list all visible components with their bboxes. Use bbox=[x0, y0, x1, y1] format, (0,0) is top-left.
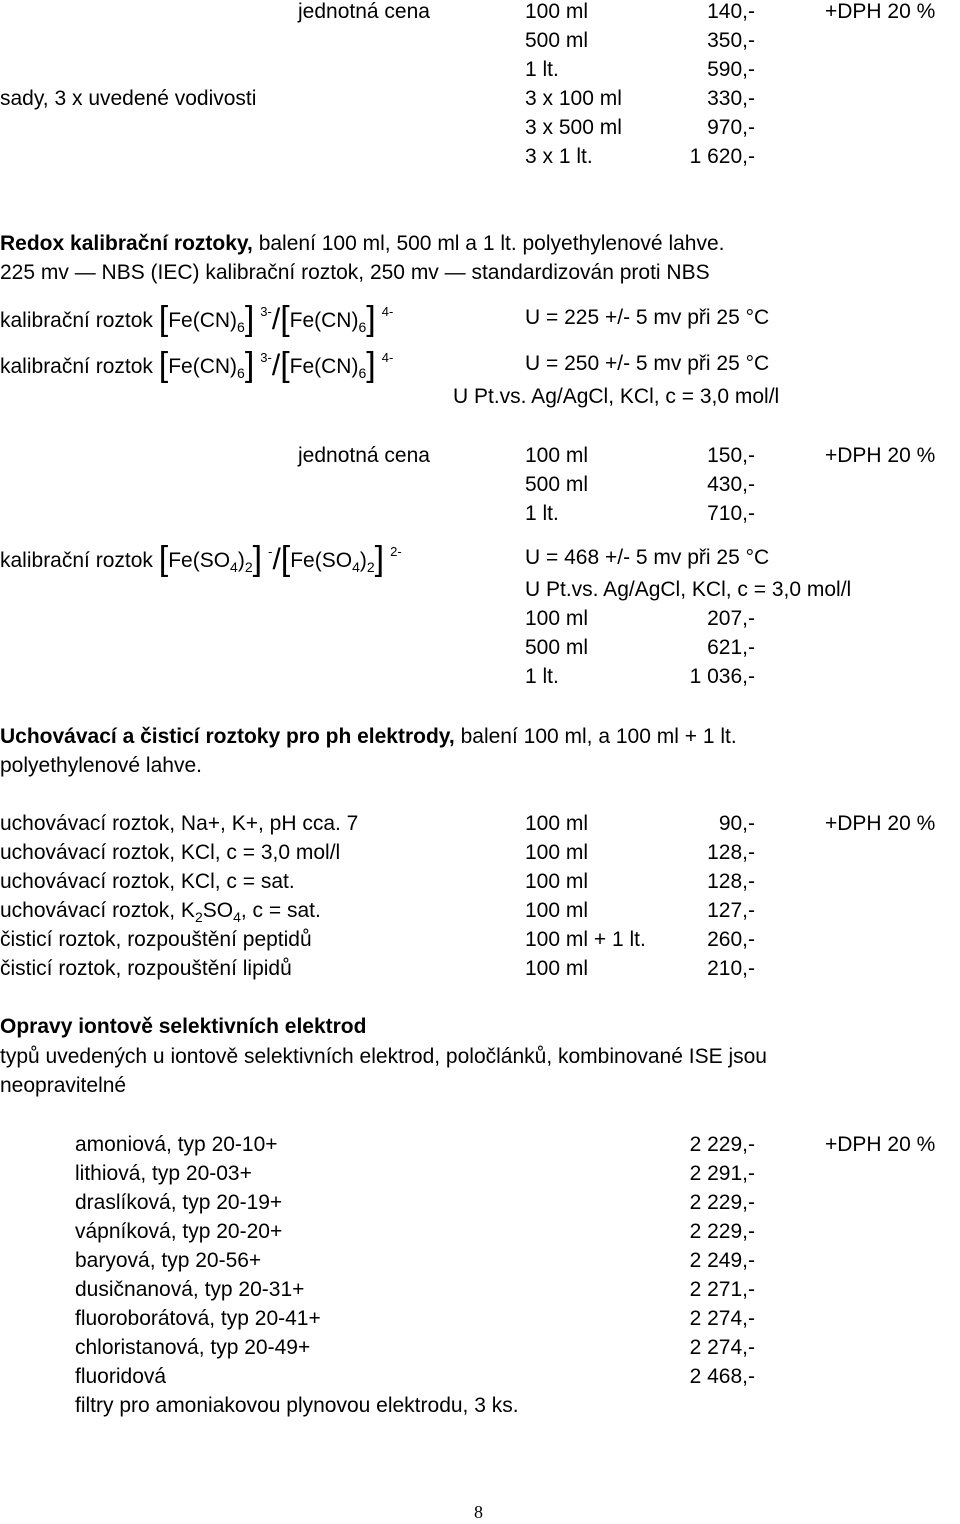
volume: 100 ml bbox=[525, 957, 589, 980]
volume: 100 ml bbox=[525, 812, 589, 835]
reference-electrode: U Pt.vs. Ag/AgCl, KCl, c = 3,0 mol/l bbox=[453, 385, 780, 408]
storage-heading-rest: balení 100 ml, a 100 ml + 1 lt. bbox=[454, 725, 737, 748]
price: 2 271,- bbox=[689, 1278, 755, 1301]
storage-heading-line2: polyethylenové lahve. bbox=[0, 754, 202, 777]
price: 260,- bbox=[707, 928, 755, 951]
volume: 500 ml bbox=[525, 473, 589, 496]
electrode-name: draslíková, typ 20-19+ bbox=[75, 1191, 283, 1214]
solution-label: kalibrační roztok bbox=[0, 355, 153, 378]
volume: 100 ml bbox=[525, 0, 589, 23]
electrode-name: filtry pro amoniakovou plynovou elektrodu, 3 ks. bbox=[75, 1394, 519, 1417]
volume: 100 ml bbox=[525, 870, 589, 893]
formula-charge: 3- bbox=[260, 350, 272, 365]
volume: 3 x 100 ml bbox=[525, 87, 622, 110]
formula-paren: ) bbox=[237, 549, 245, 572]
name-part: SO bbox=[202, 899, 234, 922]
price: 2 249,- bbox=[689, 1249, 755, 1272]
formula-charge: 4- bbox=[381, 350, 394, 365]
price: 2 291,- bbox=[689, 1162, 755, 1185]
volume: 3 x 500 ml bbox=[525, 116, 622, 139]
price: 90,- bbox=[718, 812, 755, 835]
repairs-text-line2: neopravitelné bbox=[0, 1074, 127, 1097]
redox-formula-3: kalibrační roztok $[Fe(SO_4)_2]$ $^-/[Fe(SO_4)_2]$ $^{2-}$ bbox=[0, 540, 402, 578]
solution-label: kalibrační roztok bbox=[0, 549, 153, 572]
storage-heading-bold: Uchovávací a čisticí roztoky pro ph elektrody, bbox=[0, 725, 455, 748]
formula-charge: 4- bbox=[381, 304, 394, 319]
price: 127,- bbox=[707, 899, 755, 922]
price: 1 620,- bbox=[689, 145, 755, 168]
electrode-name: chloristanová, typ 20-49+ bbox=[75, 1336, 311, 1359]
price: 350,- bbox=[707, 29, 755, 52]
price: 128,- bbox=[707, 870, 755, 893]
formula-fe: Fe(CN) bbox=[289, 309, 359, 332]
electrode-name: fluoridová bbox=[75, 1365, 167, 1388]
vat-note: +DPH 20 % bbox=[825, 444, 936, 467]
redox-heading-rest: balení 100 ml, 500 ml a 1 lt. polyethylenové lahve. bbox=[252, 232, 725, 255]
formula-fe: Fe(SO bbox=[168, 549, 231, 572]
electrode-name: vápníková, typ 20-20+ bbox=[75, 1220, 283, 1243]
price: 1 036,- bbox=[689, 665, 755, 688]
electrode-name: amoniová, typ 20-10+ bbox=[75, 1133, 278, 1156]
vat-note: +DPH 20 % bbox=[825, 0, 936, 23]
volume: 100 ml + 1 lt. bbox=[525, 928, 646, 951]
price: 2 274,- bbox=[689, 1307, 755, 1330]
volume: 1 lt. bbox=[525, 58, 559, 81]
formula-charge: 2- bbox=[390, 544, 402, 559]
price: 970,- bbox=[707, 116, 755, 139]
price: 128,- bbox=[707, 841, 755, 864]
volume: 100 ml bbox=[525, 841, 589, 864]
reference-electrode: U Pt.vs. Ag/AgCl, KCl, c = 3,0 mol/l bbox=[525, 578, 852, 601]
product-name: uchovávací roztok, KCl, c = sat. bbox=[0, 870, 295, 893]
formula-charge: 3- bbox=[260, 304, 272, 319]
redox-formula-1: kalibrační roztok $[Fe(CN)_6]$ $^{3-}/[Fe(CN)_6]$ $^{4-}$ bbox=[0, 300, 394, 338]
formula-sub: 6 bbox=[358, 365, 367, 381]
sets-label: sady, 3 x uvedené vodivosti bbox=[0, 87, 257, 110]
volume: 500 ml bbox=[525, 636, 589, 659]
price: 621,- bbox=[707, 636, 755, 659]
redox-formula-2: kalibrační roztok $[Fe(CN)_6]$ $^{3-}/[Fe(CN)_6]$ $^{4-}$ bbox=[0, 346, 394, 384]
product-name: uchovávací roztok, KCl, c = 3,0 mol/l bbox=[0, 841, 341, 864]
formula-charge: - bbox=[268, 544, 273, 559]
vat-note: +DPH 20 % bbox=[825, 1133, 936, 1156]
price: 2 229,- bbox=[689, 1220, 755, 1243]
voltage-spec: U = 468 +/- 5 mv při 25 °C bbox=[525, 546, 770, 569]
redox-heading-bold: Redox kalibrační roztoky, bbox=[0, 232, 253, 255]
product-name bbox=[0, 899, 321, 924]
product-name: čisticí roztok, rozpouštění lipidů bbox=[0, 957, 292, 980]
product-name: čisticí roztok, rozpouštění peptidů bbox=[0, 928, 312, 951]
solution-label: kalibrační roztok bbox=[0, 309, 153, 332]
price: 2 468,- bbox=[689, 1365, 755, 1388]
voltage-spec: U = 250 +/- 5 mv při 25 °C bbox=[525, 352, 770, 375]
price: 330,- bbox=[707, 87, 755, 110]
price: 210,- bbox=[707, 957, 755, 980]
name-sub: 2 bbox=[194, 909, 203, 925]
formula-fe: Fe(CN) bbox=[168, 355, 238, 378]
volume: 100 ml bbox=[525, 607, 589, 630]
voltage-spec: U = 225 +/- 5 mv při 25 °C bbox=[525, 306, 770, 329]
electrode-name: baryová, typ 20-56+ bbox=[75, 1249, 262, 1272]
price: 2 229,- bbox=[689, 1191, 755, 1214]
volume: 500 ml bbox=[525, 29, 589, 52]
formula-paren: ) bbox=[359, 549, 367, 572]
electrode-name: dusičnanová, typ 20-31+ bbox=[75, 1278, 305, 1301]
price: 150,- bbox=[707, 444, 755, 467]
price: 2 229,- bbox=[689, 1133, 755, 1156]
name-part: , c = sat. bbox=[240, 899, 321, 922]
volume: 1 lt. bbox=[525, 502, 559, 525]
repairs-heading: Opravy iontově selektivních elektrod bbox=[0, 1015, 367, 1038]
volume: 3 x 1 lt. bbox=[525, 145, 593, 168]
price: 2 274,- bbox=[689, 1336, 755, 1359]
formula-fe: Fe(SO bbox=[290, 549, 353, 572]
vat-note: +DPH 20 % bbox=[825, 812, 936, 835]
volume: 100 ml bbox=[525, 899, 589, 922]
repairs-text: typů uvedených u iontově selektivních elektrod, poločlánků, kombinované ISE jsou bbox=[0, 1045, 767, 1068]
price: 710,- bbox=[707, 502, 755, 525]
formula-sub: 6 bbox=[358, 319, 367, 335]
redox-description: 225 mv — NBS (IEC) kalibrační roztok, 250 mv — standardizován proti NBS bbox=[0, 261, 710, 284]
unit-price-label: jednotná cena bbox=[298, 0, 430, 23]
redox-heading bbox=[0, 232, 724, 256]
name-sub: 4 bbox=[233, 909, 241, 925]
price: 590,- bbox=[707, 58, 755, 81]
electrode-name: fluoroborátová, typ 20-41+ bbox=[75, 1307, 321, 1330]
name-part: uchovávací roztok, K bbox=[0, 899, 195, 922]
page-number: 8 bbox=[474, 1502, 483, 1522]
storage-heading bbox=[0, 725, 737, 749]
formula-fe: Fe(CN) bbox=[289, 355, 359, 378]
formula-sub: 4 bbox=[352, 559, 360, 575]
unit-price-label: jednotná cena bbox=[298, 444, 430, 467]
formula-sub: 2 bbox=[244, 559, 253, 575]
formula-sub: 6 bbox=[237, 319, 245, 335]
price: 430,- bbox=[707, 473, 755, 496]
formula-fe: Fe(CN) bbox=[168, 309, 238, 332]
volume: 1 lt. bbox=[525, 665, 559, 688]
price: 207,- bbox=[707, 607, 755, 630]
formula-sub: 4 bbox=[230, 559, 238, 575]
product-name: uchovávací roztok, Na+, K+, pH cca. 7 bbox=[0, 812, 359, 835]
price: 140,- bbox=[707, 0, 755, 23]
electrode-name: lithiová, typ 20-03+ bbox=[75, 1162, 252, 1185]
volume: 100 ml bbox=[525, 444, 589, 467]
formula-sub: 2 bbox=[366, 559, 375, 575]
formula-sub: 6 bbox=[237, 365, 245, 381]
